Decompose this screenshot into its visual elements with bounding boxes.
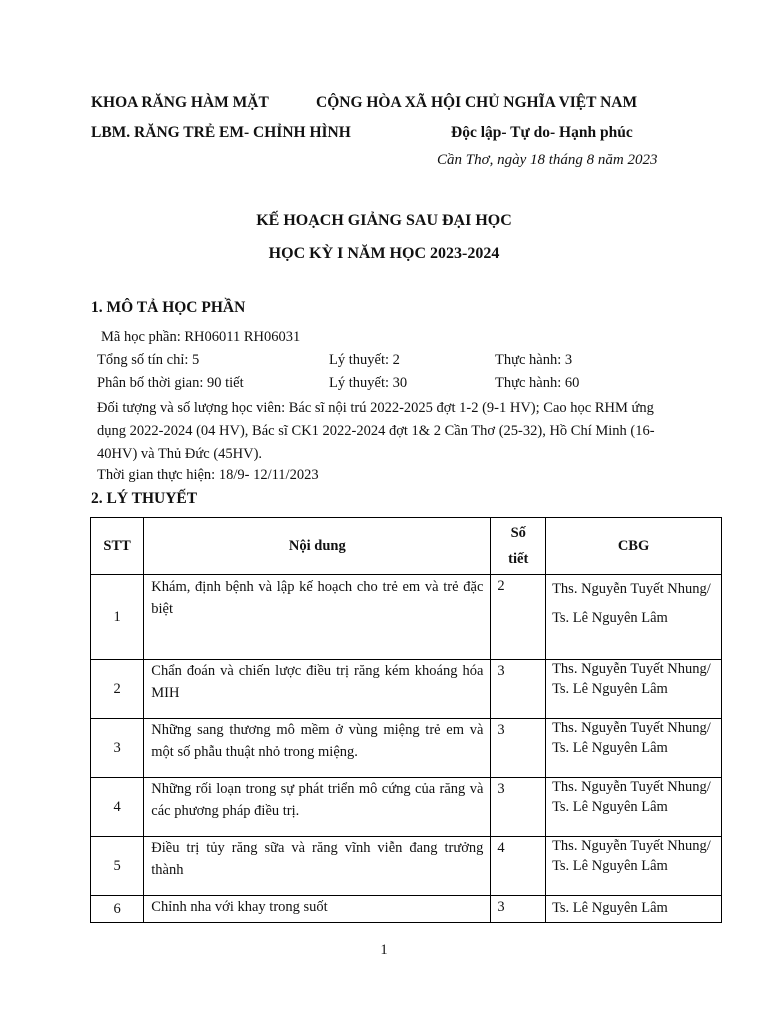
credits-theory: Lý thuyết: 2 — [329, 352, 400, 368]
lab-name: LBM. RĂNG TRẺ EM- CHỈNH HÌNH — [91, 124, 351, 141]
table-row — [91, 778, 722, 837]
time-total: Phân bố thời gian: 90 tiết — [97, 375, 244, 391]
row-stt: 4 — [91, 778, 144, 837]
row-lecturer: Ths. Nguyễn Tuyết Nhung/ Ts. Lê Nguyên Lâm — [546, 660, 722, 719]
lecture-table — [90, 517, 722, 923]
time-practice: Thực hành: 60 — [495, 375, 580, 391]
row-stt: 6 — [91, 896, 144, 923]
column-header-stt: STT — [91, 518, 144, 575]
implementation-period: Thời gian thực hiện: 18/9- 12/11/2023 — [97, 467, 319, 483]
course-code: Mã học phần: RH06011 RH06031 — [101, 329, 301, 345]
row-lecturer: Ts. Lê Nguyên Lâm — [546, 896, 722, 923]
row-periods: 3 — [491, 719, 546, 778]
row-content: Điều trị tủy răng sữa và răng vĩnh viễn đang trưởng thành — [144, 837, 491, 896]
row-stt: 1 — [91, 575, 144, 660]
credits-practice: Thực hành: 3 — [495, 352, 573, 368]
row-stt: 5 — [91, 837, 144, 896]
table-header-row — [91, 518, 722, 575]
table-row — [91, 896, 722, 923]
department-name: KHOA RĂNG HÀM MẶT — [91, 94, 269, 111]
row-lecturer: Ths. Nguyễn Tuyết Nhung/ Ts. Lê Nguyên Lâm — [546, 837, 722, 896]
page-number: 1 — [380, 942, 388, 958]
row-lecturer: Ths. Nguyễn Tuyết Nhung/ Ts. Lê Nguyên Lâm — [546, 575, 722, 660]
table-row — [91, 719, 722, 778]
national-motto: Độc lập- Tự do- Hạnh phúc — [451, 124, 633, 141]
row-content: Chẩn đoán và chiến lược điều trị răng kém khoáng hóa MIH — [144, 660, 491, 719]
periods-header-line2: tiết — [508, 551, 529, 567]
time-theory: Lý thuyết: 30 — [329, 375, 408, 391]
document-title: KẾ HOẠCH GIẢNG SAU ĐẠI HỌC — [256, 212, 512, 229]
document-subtitle: HỌC KỲ I NĂM HỌC 2023-2024 — [268, 245, 500, 262]
table-row — [91, 837, 722, 896]
row-periods: 3 — [491, 896, 546, 923]
row-content: Những sang thương mô mềm ở vùng miệng trẻ em và một số phẫu thuật nhỏ trong miệng. — [144, 719, 491, 778]
national-title: CỘNG HÒA XÃ HỘI CHỦ NGHĨA VIỆT NAM — [316, 94, 638, 111]
section1-heading: 1. MÔ TẢ HỌC PHẦN — [91, 299, 246, 316]
row-stt: 3 — [91, 719, 144, 778]
credits-total: Tổng số tín chỉ: 5 — [97, 352, 200, 368]
row-content: Khám, định bệnh và lập kế hoạch cho trẻ em và trẻ đặc biệt — [144, 575, 491, 660]
section2-heading: 2. LÝ THUYẾT — [91, 490, 198, 507]
row-content: Chỉnh nha với khay trong suốt — [144, 896, 491, 923]
row-periods: 2 — [491, 575, 546, 660]
row-periods: 4 — [491, 837, 546, 896]
document-date: Cần Thơ, ngày 18 tháng 8 năm 2023 — [437, 152, 658, 168]
table-row — [91, 575, 722, 660]
learners-description: Đối tượng và số lượng học viên: Bác sĩ nội trú 2022-2025 đợt 1-2 (9-1 HV); Cao học RHM ứng dụng 2022-2024 (04 HV), Bác sĩ CK1 2022-2024 đợt 1& 2 Cần Thơ (25-32), Hồ Chí Minh (16- 40HV) và Thủ Đức (45HV). — [97, 400, 655, 462]
row-lecturer: Ths. Nguyễn Tuyết Nhung/ Ts. Lê Nguyên Lâm — [546, 719, 722, 778]
row-periods: 3 — [491, 660, 546, 719]
table-row — [91, 660, 722, 719]
row-periods: 3 — [491, 778, 546, 837]
column-header-content: Nội dung — [144, 518, 491, 575]
row-content: Những rối loạn trong sự phát triển mô cứng của răng và các phương pháp điều trị. — [144, 778, 491, 837]
column-header-periods — [491, 518, 546, 575]
periods-header-line1: Số — [510, 525, 526, 541]
row-stt: 2 — [91, 660, 144, 719]
column-header-lecturer: CBG — [546, 518, 722, 575]
row-lecturer: Ths. Nguyễn Tuyết Nhung/ Ts. Lê Nguyên Lâm — [546, 778, 722, 837]
